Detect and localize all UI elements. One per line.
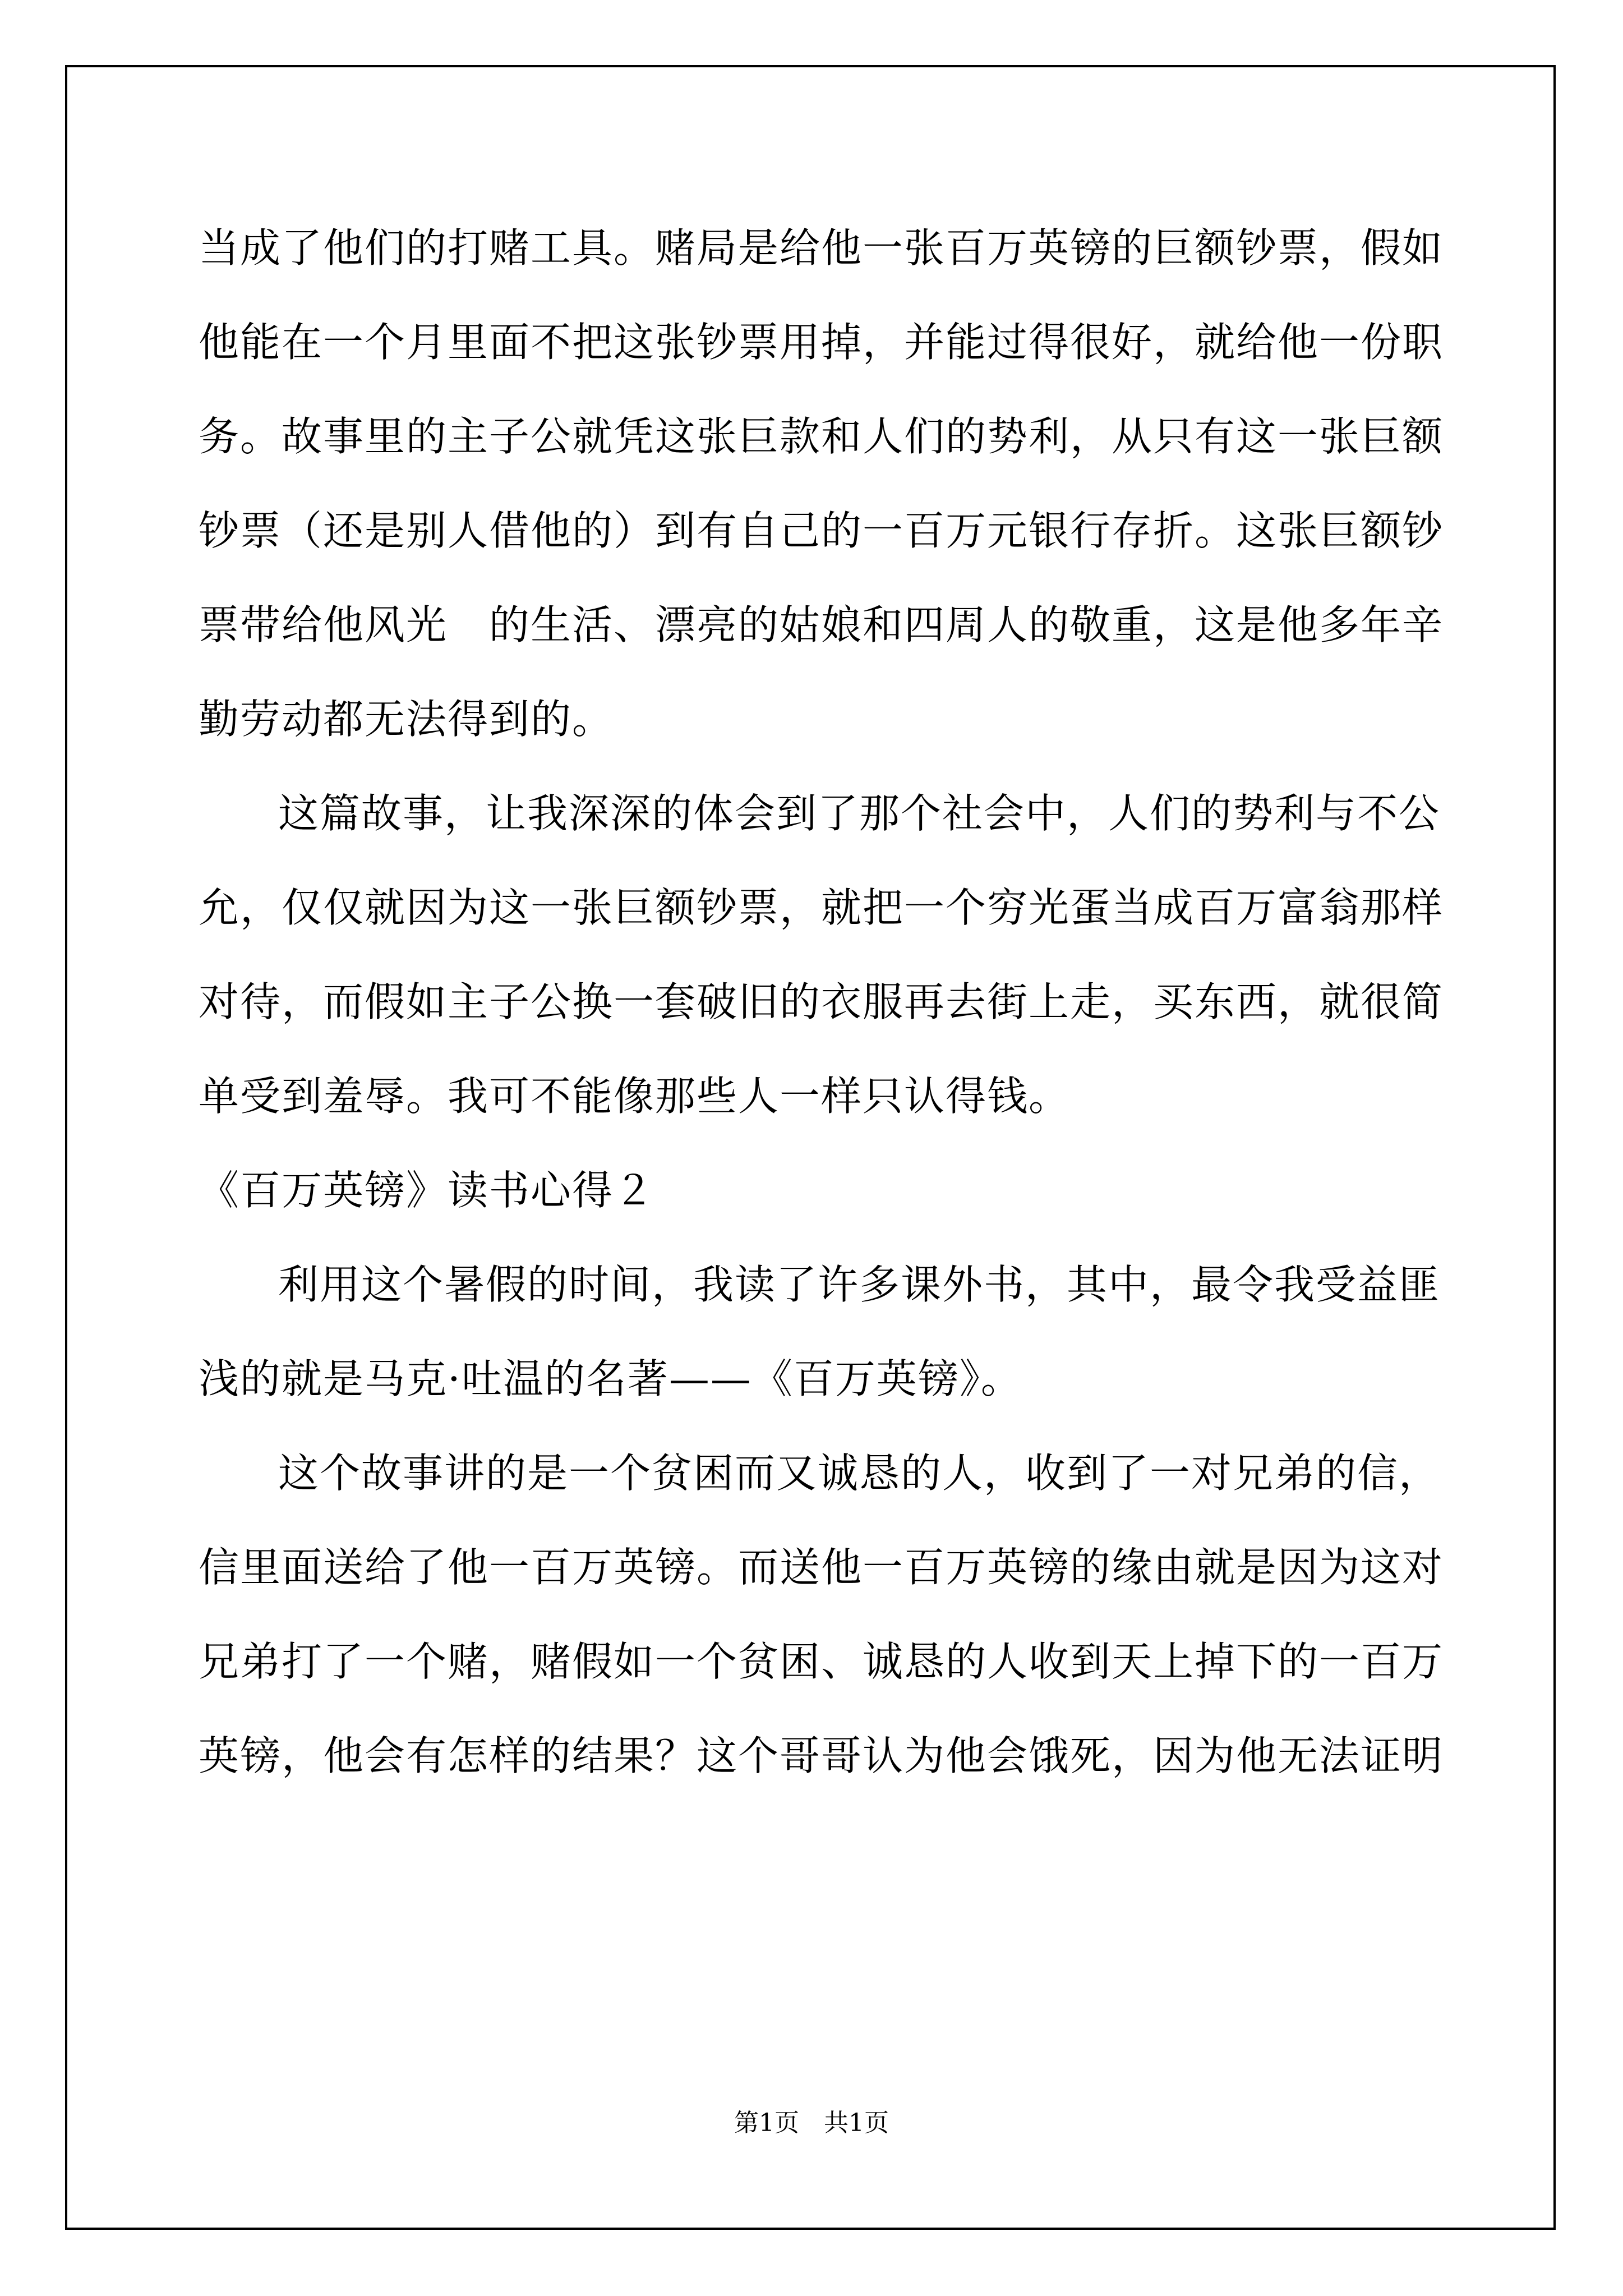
paragraph-line: 票带给他风光 的生活、漂亮的姑娘和四周人的敬重，这是他多年辛: [199, 601, 1444, 648]
paragraph-line: 允，仅仅就因为这一张巨额钞票，就把一个穷光蛋当成百万富翁那样: [199, 884, 1444, 931]
paragraph-line: 兄弟打了一个赌，赌假如一个贫困、诚恳的人收到天上掉下的一百万: [199, 1638, 1444, 1685]
paragraph-line: 对待，而假如主子公换一套破旧的衣服再去街上走，买东西，就很简: [199, 978, 1444, 1025]
paragraph-line: 他能在一个月里面不把这张钞票用掉，并能过得很好，就给他一份职: [199, 319, 1444, 366]
paragraph-line: 钞票（还是别人借他的）到有自己的一百万元银行存折。这张巨额钞: [199, 507, 1444, 554]
paragraph-line: 这个故事讲的是一个贫困而又诚恳的人，收到了一对兄弟的信，: [278, 1450, 1441, 1497]
paragraph-line: 浅的就是马克·吐温的名著——《百万英镑》。: [199, 1355, 1022, 1402]
paragraph-line: 英镑，他会有怎样的结果？这个哥哥认为他会饿死，因为他无法证明: [199, 1732, 1444, 1779]
page-number-footer: 第1页 共1页: [734, 2109, 889, 2137]
paragraph-line: 单受到羞辱。我可不能像那些人一样只认得钱。: [199, 1073, 1071, 1120]
paragraph-line: 当成了他们的打赌工具。赌局是给他一张百万英镑的巨额钞票，假如: [199, 224, 1444, 272]
paragraph-line: 勤劳动都无法得到的。: [199, 696, 614, 743]
paragraph-line: 这篇故事，让我深深的体会到了那个社会中，人们的势利与不公: [278, 790, 1441, 837]
paragraph-line: 利用这个暑假的时间，我读了许多课外书，其中，最令我受益匪: [278, 1261, 1441, 1308]
paragraph-line: 信里面送给了他一百万英镑。而送他一百万英镑的缘由就是因为这对: [199, 1544, 1444, 1591]
paragraph-line: 务。故事里的主子公就凭这张巨款和人们的势利，从只有这一张巨额: [199, 413, 1444, 460]
page-border: [65, 65, 1556, 2230]
section-heading: 《百万英镑》读书心得２: [199, 1167, 656, 1214]
